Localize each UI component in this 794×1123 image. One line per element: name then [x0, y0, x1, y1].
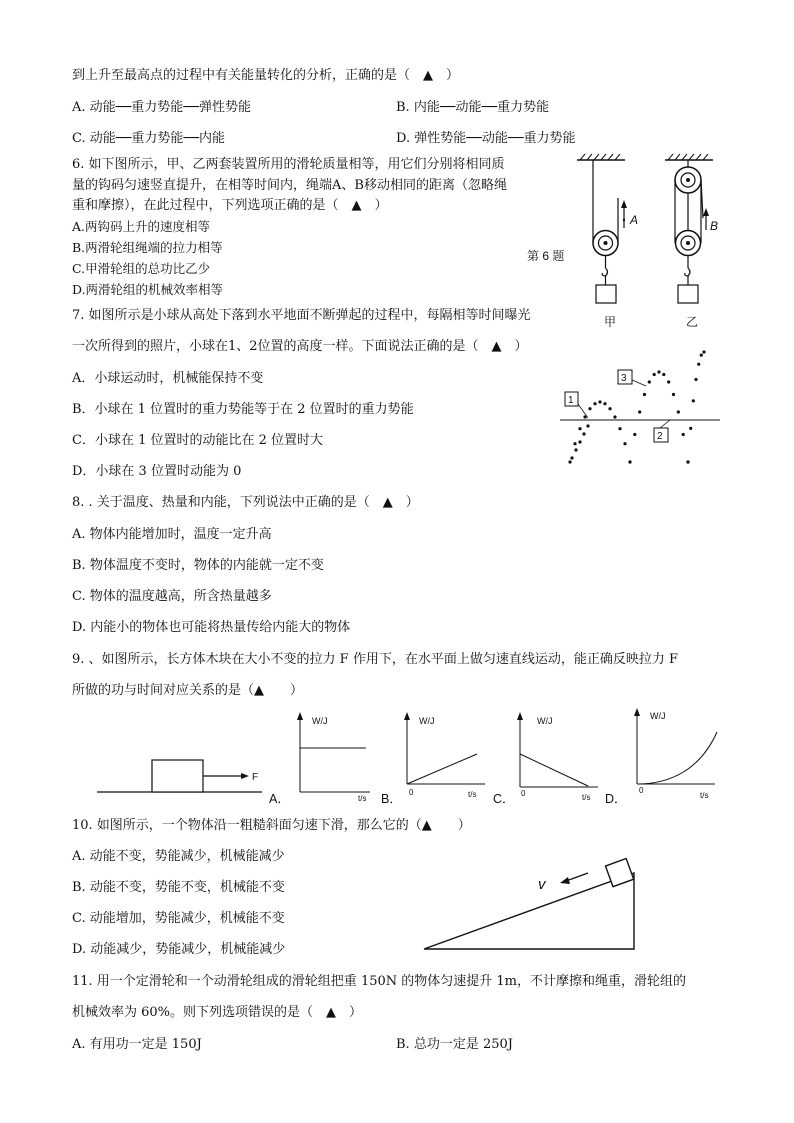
q9-option-c-label: C．	[493, 792, 515, 806]
q9-graph-d-origin: 0	[639, 786, 644, 795]
q9-graph-c-xlabel: t/s	[582, 793, 591, 802]
ball-dot	[578, 440, 581, 443]
ball-dot	[570, 456, 573, 459]
q10-option-b: B. 动能不变，势能不变，机械能不变	[72, 880, 285, 895]
ball-dot	[603, 402, 606, 405]
q6-label-b: B	[710, 219, 719, 233]
q9-graph-a	[297, 712, 370, 803]
q9-graph-c	[517, 712, 598, 802]
ball-dot	[578, 427, 581, 430]
ball-dot	[568, 460, 571, 463]
q10-option-a: A. 动能不变，势能减少，机械能减少	[72, 849, 285, 864]
q9-stem-line1: 9. 、如图所示，长方体木块在大小不变的拉力 F 作用下，在水平面上做匀速直线运动，能正确反映拉力 F	[72, 652, 678, 667]
q9-graph-d	[634, 708, 717, 800]
ball-dot	[686, 460, 689, 463]
q9-graph-c-ylabel: W/J	[537, 716, 553, 726]
q9-graph-b	[404, 712, 485, 799]
q9-graph-d-ylabel: W/J	[650, 711, 666, 721]
ball-dot	[613, 415, 616, 418]
ball-dot	[574, 448, 577, 451]
ball-dot	[598, 400, 601, 403]
q6-label-jia: 甲	[604, 315, 617, 329]
q9-graph-a-xlabel: t/s	[358, 794, 367, 803]
q9-stem-line2: 所做的功与时间对应关系的是（▲ ）	[72, 683, 303, 698]
q7-option-a: A．小球运动时，机械能保持不变	[72, 371, 264, 386]
ball-dot	[662, 373, 665, 376]
q10-option-d: D. 动能减少，势能减少，机械能减少	[72, 942, 286, 957]
q8-option-a: A. 物体内能增加时，温度一定升高	[72, 527, 272, 542]
q9-option-b-label: B．	[381, 792, 402, 806]
ball-dot	[672, 393, 675, 396]
q6-label-yi: 乙	[686, 315, 699, 329]
q6-stem-line2: 量的钩码匀速竖直提升，在相等时间内，绳端A、B移动相同的距离（忽略绳	[72, 178, 507, 193]
ball-dot	[633, 433, 636, 436]
ball-dot	[588, 407, 591, 410]
q7-option-c: C．小球在 1 位置时的动能比在 2 位置时大	[72, 433, 324, 448]
q7-option-b: B．小球在 1 位置时的重力势能等于在 2 位置时的重力势能	[72, 402, 414, 417]
ball-dot	[697, 363, 700, 366]
q7-option-d: D．小球在 3 位置时动能为 0	[72, 464, 242, 479]
ball-dot	[689, 427, 692, 430]
q9-option-a-label: A．	[269, 792, 290, 806]
ball-dot	[582, 432, 585, 435]
q6-stem-line1: 6. 如下图所示，甲、乙两套装置所用的滑轮质量相等，用它们分别将相同质	[72, 157, 505, 172]
q7-stem-line1: 7. 如图所示是小球从高处下落到水平地面不断弹起的过程中，每隔相等时间曝光	[72, 308, 531, 323]
q7-label-3: 3	[621, 373, 627, 384]
q9-graph-c-origin: 0	[521, 789, 526, 798]
q7-label-1: 1	[568, 395, 574, 406]
q8-stem: 8. . 关于温度、热量和内能，下列说法中正确的是（ ▲ ）	[72, 495, 419, 510]
q5-stem: 到上升至最高点的过程中有关能量转化的分析，正确的是（ ▲ ）	[72, 68, 459, 83]
q8-option-b: B. 物体温度不变时，物体的内能就一定不变	[72, 558, 324, 573]
q9-option-d-label: D．	[605, 792, 627, 806]
ball-dot	[692, 399, 695, 402]
q5-option-a: A. 动能──重力势能──弹性势能	[72, 100, 251, 115]
q10-stem: 10. 如图所示，一个物体沿一粗糙斜面匀速下滑，那么它的（▲ ）	[72, 818, 471, 833]
ball-dot	[618, 427, 621, 430]
ball-dot	[694, 378, 697, 381]
q8-option-d: D. 内能小的物体也可能将热量传给内能大的物体	[72, 620, 351, 635]
q9-graph-a-ylabel: W/J	[312, 716, 328, 726]
q6-pulley-figure	[520, 148, 740, 338]
q5-option-c: C. 动能──重力势能──内能	[72, 131, 226, 146]
q8-option-c: C. 物体的温度越高，所含热量越多	[72, 589, 272, 604]
q6-option-d: D.两滑轮组的机械效率相等	[72, 282, 224, 297]
q6-option-a: A.两钩码上升的速度相等	[72, 219, 211, 234]
ball-dot	[608, 407, 611, 410]
q7-bouncing-ball-figure	[560, 350, 730, 470]
q5-option-b: B. 内能──动能──重力势能	[396, 100, 550, 115]
q10-velocity-label: v	[538, 876, 546, 893]
q11-option-a: A. 有用功一定是 150J	[72, 1037, 202, 1052]
ball-dot	[648, 380, 651, 383]
ball-dot	[702, 350, 705, 353]
ball-dot	[593, 402, 596, 405]
q10-incline-figure	[420, 845, 640, 955]
q7-stem-line2: 一次所得到的照片，小球在1、2位置的高度一样。下面说法正确的是（ ▲ ）	[72, 339, 528, 354]
q6-label-a: A	[630, 213, 639, 227]
ball-dot	[657, 370, 660, 373]
q9-force-label: F	[252, 772, 259, 783]
ball-dot	[573, 442, 576, 445]
ball-dot	[638, 410, 641, 413]
q6-stem-line3: 重和摩擦），在此过程中，下列选项正确的是（ ▲ ）	[72, 198, 388, 213]
ball-dot	[623, 442, 626, 445]
ball-dot	[586, 424, 589, 427]
q6-option-c: C.甲滑轮组的总功比乙少	[72, 261, 211, 276]
ball-dot	[677, 410, 680, 413]
ball-dot	[653, 373, 656, 376]
q6-figure-caption: 第 6 题	[527, 249, 565, 263]
ball-dot	[700, 354, 703, 357]
q11-stem-line2: 机械效率为 60%。则下列选项错误的是（ ▲ ）	[72, 1005, 363, 1020]
q9-graph-b-origin: 0	[409, 788, 414, 797]
q6-option-b: B.两滑轮组绳端的拉力相等	[72, 240, 223, 255]
ball-dot	[628, 460, 631, 463]
ball-dot	[643, 393, 646, 396]
q9-graph-b-xlabel: t/s	[468, 790, 477, 799]
q11-stem-line1: 11. 用一个定滑轮和一个动滑轮组成的滑轮组把重 150N 的物体匀速提升 1m，不计摩擦和绳重，滑轮组的	[72, 974, 686, 989]
ball-dot	[667, 380, 670, 383]
q9-graph-b-ylabel: W/J	[419, 716, 435, 726]
q9-graph-d-xlabel: t/s	[700, 791, 709, 800]
q7-label-2: 2	[657, 431, 663, 442]
q11-option-b: B. 总功一定是 250J	[396, 1037, 513, 1052]
q5-option-d: D. 弹性势能──动能──重力势能	[396, 131, 576, 146]
ball-dot	[682, 433, 685, 436]
q10-option-c: C. 动能增加，势能减少，机械能不变	[72, 911, 285, 926]
q9-figures	[0, 700, 794, 810]
